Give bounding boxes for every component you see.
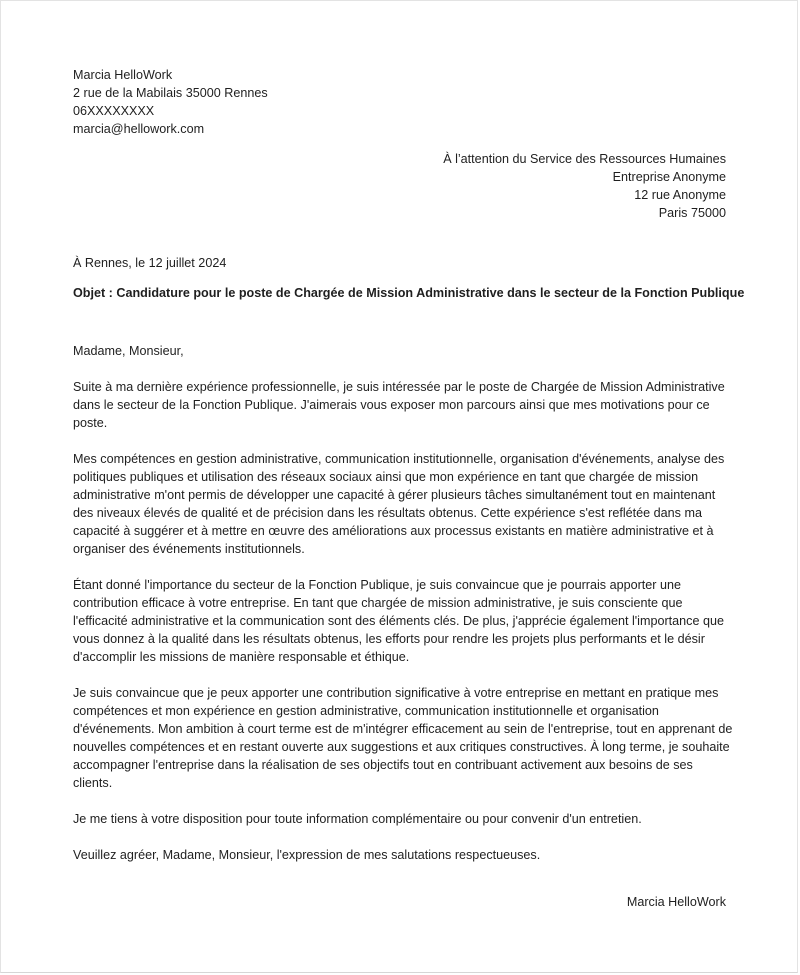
paragraph-intro: Suite à ma dernière expérience professionnelle, je suis intéressée par le poste de Chargée de Mission Administrative dans le secteur de la Fonction Publique. J'aimerais vous exposer mon parcours ainsi que mes motivations pour ce poste. [73,380,725,430]
sender-email: marcia@hellowork.com [73,122,205,136]
subject-line: Objet : Candidature pour le poste de Chargée de Mission Administrative dans le secteur de la Fonction Publique [73,286,745,300]
paragraph-closing: Veuillez agréer, Madame, Monsieur, l'expression de mes salutations respectueuses. [73,848,541,862]
recipient-attention: À l’attention du Service des Ressources Humaines [443,152,726,166]
letter-body [73,342,733,882]
date-line: À Rennes, le 12 juillet 2024 [73,256,227,270]
recipient-street: 12 rue Anonyme [634,188,726,202]
sender-name: Marcia HelloWork [73,68,173,82]
recipient-block [443,150,726,222]
sender-phone: 06XXXXXXXX [73,104,155,118]
paragraph-availability: Je me tiens à votre disposition pour toute information complémentaire ou pour convenir d'un entretien. [73,812,642,826]
paragraph-ambition: Je suis convaincue que je peux apporter une contribution significative à votre entreprise en mettant en pratique mes compétences et mon expérience en gestion administrative, communication institutionnelle et organisation d'événements. Mon ambition à court terme est de m'intégrer efficacement au sein de l'entreprise, tout en apprenant de nouvelles compétences et en restant ouverte aux suggestions et aux critiques constructives. À long terme, je souhaite accompagner l'entreprise dans la réalisation de ses objectifs tout en contribuant activement aux besoins de ses clients. [73,686,733,790]
sender-block [73,66,268,138]
salutation: Madame, Monsieur, [73,344,184,358]
recipient-company: Entreprise Anonyme [612,170,726,184]
recipient-city: Paris 75000 [658,206,726,220]
sender-address: 2 rue de la Mabilais 35000 Rennes [73,86,268,100]
paragraph-skills: Mes compétences en gestion administrative, communication institutionnelle, organisation d'événements, analyse des politiques publiques et utilisation des réseaux sociaux ainsi que mon expérience en tant que chargée de mission administrative m'ont permis de développer une capacité à gérer plusieurs tâches simultanément tout en maintenant des niveaux élevés de qualité et de précision dans les résultats obtenus. Cette expérience s'est reflétée dans ma capacité à suggérer et à mettre en œuvre des améliorations aux processus existants en matière administrative et à organiser des événements institutionnels. [73,452,725,556]
paragraph-motivation: Étant donné l'importance du secteur de la Fonction Publique, je suis convaincue que je pourrais apporter une contribution efficace à votre entreprise. En tant que chargée de mission administrative, je suis consciente que l'efficacité administrative et la communication sont des éléments clés. De plus, j'apprécie également l'importance que vous donnez à la qualité dans les résultats obtenus, les efforts pour rendre les projets plus performants et le désir d'accomplir les missions de manière responsable et éthique. [73,578,724,664]
signature: Marcia HelloWork [626,895,726,909]
